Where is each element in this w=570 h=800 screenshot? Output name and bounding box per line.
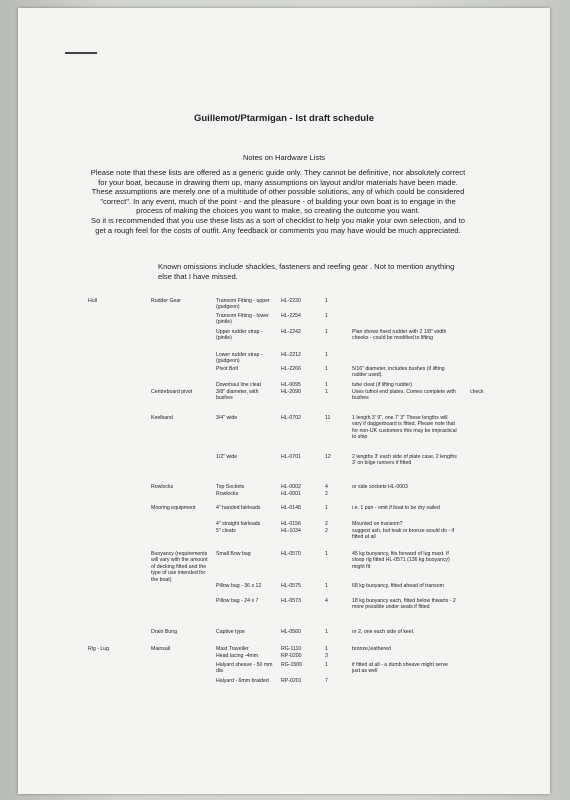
table-cell-code: HL-0148 bbox=[281, 505, 301, 511]
table-cell-item: Pillow bag - 36 x 12 bbox=[216, 583, 262, 589]
table-cell-qty: 4 bbox=[325, 598, 328, 604]
omissions-note: Known omissions include shackles, fasteners and reefing gear . Not to mention anything else that I have missed. bbox=[158, 262, 455, 281]
table-cell-group: Mainsail bbox=[151, 646, 171, 652]
intro-paragraph: Please note that these lists are offered as a generic guide only. They cannot be definitive, nor absolutely correct for your boat, because in drawing them up, many assumptions on layout and/or materials have been made. These assumptions are merely one of a multitude of other possible solutions, any of which could be considered "correct". In any event, much of the point - and the pleasure - of building your own boat is to engage in the process of making the choices you want to make, so creating the outcome you want. bbox=[90, 168, 466, 216]
table-cell-item: Upper rudder strap - (pintle) bbox=[216, 329, 263, 342]
table-cell-item: Transom Fitting - upper (gudgeon) bbox=[216, 298, 270, 311]
table-cell-notes: suggest ash, but teak or bronze would do - if fitted at all bbox=[352, 528, 455, 541]
table-cell-item: Pillow bag - 24 x 7 bbox=[216, 598, 259, 604]
table-cell-item: Downhaul line cleat bbox=[216, 382, 261, 388]
table-cell-notes: tube cleat (if lifting rudder) bbox=[352, 382, 412, 388]
table-cell-notes: 45 kg buoyancy, fits forward of lug mast. If sloop rig fitted HL-0571 (136 kg buoyancy) might fit bbox=[352, 551, 450, 570]
table-cell-qty: 1 bbox=[325, 583, 328, 589]
table-cell-group: Rowlocks bbox=[151, 484, 174, 490]
table-cell-notes: 5/16" diameter, includes bushes (if lifting rudder used). bbox=[352, 366, 445, 379]
table-cell-extra: check bbox=[470, 389, 484, 395]
table-cell-code: HL-0002 bbox=[281, 484, 301, 490]
table-cell-qty: 2 bbox=[325, 521, 328, 527]
table-cell-item: 3/4" wide bbox=[216, 415, 238, 421]
table-cell-item: 1/2" wide bbox=[216, 454, 238, 460]
table-cell-qty: 4 bbox=[325, 484, 328, 490]
table-cell-item: Halyard sheave - 50 mm dia bbox=[216, 662, 273, 675]
table-cell-qty: 1 bbox=[325, 389, 328, 395]
table-cell-code: HL-0001 bbox=[281, 491, 301, 497]
document-title: Guillemot/Ptarmigan - lst draft schedule bbox=[193, 113, 374, 124]
table-cell-qty: 11 bbox=[325, 415, 331, 421]
table-cell-qty: 1 bbox=[325, 382, 328, 388]
table-cell-notes: if fitted at all - a dumb sheave might serve just as well bbox=[352, 662, 449, 675]
table-cell-code: HL-0701 bbox=[281, 454, 301, 460]
table-cell-code: HL-1034 bbox=[281, 528, 301, 534]
table-cell-notes: or 2, one each side of keel. bbox=[352, 629, 415, 635]
table-cell-code: RP-0201 bbox=[281, 678, 302, 684]
table-cell-item: 4" handed fairleads bbox=[216, 505, 261, 511]
table-cell-group: Keelband bbox=[151, 415, 173, 421]
table-cell-code: HL-0702 bbox=[281, 415, 301, 421]
table-cell-item: 3/8" diameter, with bushes bbox=[216, 389, 259, 402]
table-cell-item: Head lacing -4mm bbox=[216, 653, 259, 659]
table-cell-qty: 3 bbox=[325, 653, 328, 659]
table-cell-group: Buoyancy (requirements will vary with the amount of decking fitted and the type of use intended for the boat) bbox=[151, 551, 208, 583]
table-cell-code: HL-0560 bbox=[281, 629, 301, 635]
table-cell-qty: 2 bbox=[325, 491, 328, 497]
table-cell-qty: 1 bbox=[325, 298, 328, 304]
table-cell-qty: 1 bbox=[325, 629, 328, 635]
table-cell-section: Hull bbox=[88, 298, 97, 304]
table-cell-item: Top Sockets bbox=[216, 484, 245, 490]
table-cell-code: RP-0200 bbox=[281, 653, 302, 659]
table-cell-notes: 2 lengths 3' each side of plate case, 2 lengths 3' on bilge runners if fitted bbox=[352, 454, 457, 467]
table-cell-group: Centreboard pivot bbox=[151, 389, 193, 395]
table-cell-qty: 12 bbox=[325, 454, 331, 460]
table-cell-code: HL-2242 bbox=[281, 329, 301, 335]
table-cell-notes: or side sockets HL-0003 bbox=[352, 484, 408, 490]
table-cell-item: Lower rudder strap - (gudgeon) bbox=[216, 352, 263, 365]
table-cell-code: HL-2220 bbox=[281, 298, 301, 304]
table-cell-group: Drain Bung bbox=[151, 629, 177, 635]
top-rule bbox=[65, 52, 97, 54]
table-cell-item: 5" cleats bbox=[216, 528, 236, 534]
table-cell-group: Mooring equipment bbox=[151, 505, 196, 511]
table-cell-item: Halyard - 6mm braided bbox=[216, 678, 269, 684]
table-cell-code: HL-0573 bbox=[281, 598, 301, 604]
table-cell-code: HL-2266 bbox=[281, 366, 301, 372]
intro-text bbox=[88, 168, 468, 235]
table-cell-notes: 18 kg buoyancy each, fitted below thwarts - 2 more possible under seats if fitted bbox=[352, 598, 456, 611]
table-cell-qty: 1 bbox=[325, 366, 328, 372]
table-cell-notes: 1 length 3' 9", one 7' 3" These lengths will vary if daggerboard is fitted. Please note that for non-UK customers this may be impractical to ship bbox=[352, 415, 457, 441]
document-subtitle: Notes on Hardware Lists bbox=[242, 153, 326, 162]
table-cell-qty: 1 bbox=[325, 662, 328, 668]
table-cell-item: Captive type bbox=[216, 629, 245, 635]
table-cell-qty: 2 bbox=[325, 528, 328, 534]
table-cell-item: Transom Fitting - lower (pintle) bbox=[216, 313, 269, 326]
table-cell-item: Rowlocks bbox=[216, 491, 239, 497]
table-cell-item: 4" straight fairleads bbox=[216, 521, 261, 527]
table-cell-qty: 1 bbox=[325, 505, 328, 511]
table-cell-notes: bronze,leathered bbox=[352, 646, 391, 652]
table-cell-qty: 1 bbox=[325, 313, 328, 319]
table-cell-qty: 1 bbox=[325, 352, 328, 358]
table-cell-code: HL-2090 bbox=[281, 389, 301, 395]
table-cell-code: HL-0156 bbox=[281, 521, 301, 527]
table-cell-notes: 68 kg buoyancy, fitted ahead of transom bbox=[352, 583, 444, 589]
table-cell-notes: Uses tufnol end plates. Comes complete with bushes bbox=[352, 389, 456, 402]
table-cell-code: HL-0575 bbox=[281, 583, 301, 589]
table-cell-section: Rig - Lug bbox=[88, 646, 110, 652]
table-cell-code: RG-1110 bbox=[281, 646, 302, 652]
table-cell-qty: 1 bbox=[325, 329, 328, 335]
table-cell-code: HL-2254 bbox=[281, 313, 301, 319]
table-cell-code: HL-0095 bbox=[281, 382, 301, 388]
table-cell-item: Pivot Bolt bbox=[216, 366, 238, 372]
table-cell-code: HL-0570 bbox=[281, 551, 301, 557]
table-cell-code: HL-2212 bbox=[281, 352, 301, 358]
table-cell-notes: Mounted on transom? bbox=[352, 521, 403, 527]
table-cell-notes: i.e. 1 pair - omit if boat to be dry sailed bbox=[352, 505, 440, 511]
table-cell-qty: 1 bbox=[325, 551, 328, 557]
table-cell-qty: 7 bbox=[325, 678, 328, 684]
table-cell-item: Mast Traveller bbox=[216, 646, 249, 652]
table-cell-item: Small Bow bag bbox=[216, 551, 251, 557]
table-cell-code: RG-1500 bbox=[281, 662, 303, 668]
paper-sheet bbox=[18, 8, 550, 794]
table-cell-qty: 1 bbox=[325, 646, 328, 652]
table-cell-group: Rudder Gear bbox=[151, 298, 181, 304]
table-cell-notes: Plan shows fixed rudder with 2 1/8" width cheeks - could be modified to lifting bbox=[352, 329, 447, 342]
intro-paragraph: So it is recommended that you use these lists as a sort of checklist to help you make your own selection, and to get a rough feel for the costs of outfit. Any feedback or comments you may have would be much appreciated. bbox=[91, 215, 465, 235]
